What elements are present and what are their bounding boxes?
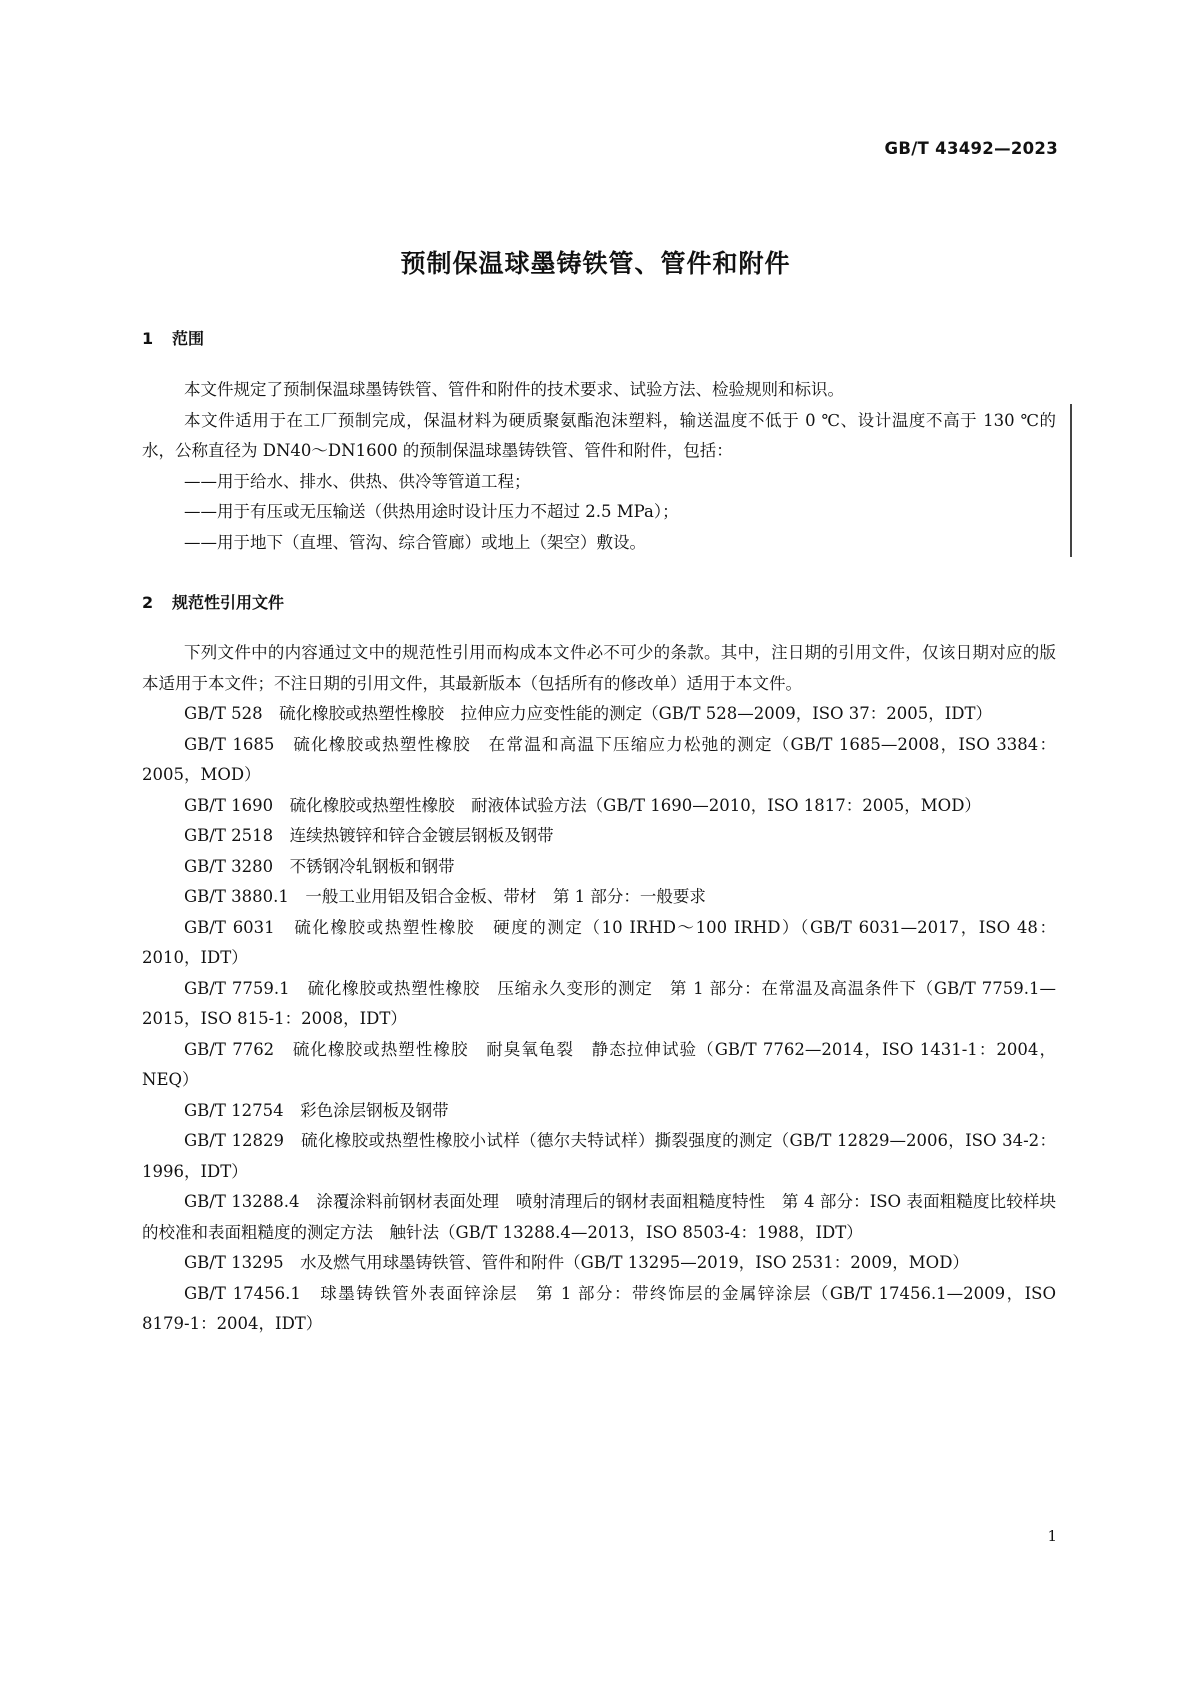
scope-paragraph-1: 本文件规定了预制保温球墨铸铁管、管件和附件的技术要求、试验方法、检验规则和标识。 [184, 380, 844, 399]
reference-item: GB/T 1685 硫化橡胶或热塑性橡胶 在常温和高温下压缩应力松弛的测定（GB/T 1685—2008，ISO 3384：2005，MOD） [142, 734, 1056, 784]
reference-item: GB/T 7759.1 硫化橡胶或热塑性橡胶 压缩永久变形的测定 第 1 部分：在常温及高温条件下（GB/T 7759.1—2015，ISO 815-1：2008，IDT） [142, 978, 1056, 1028]
reference-item: GB/T 6031 硫化橡胶或热塑性橡胶 硬度的测定（10 IRHD～100 IRHD）（GB/T 6031—2017，ISO 48：2010，IDT） [142, 917, 1056, 967]
reference-item: GB/T 1690 硫化橡胶或热塑性橡胶 耐液体试验方法（GB/T 1690—2010，ISO 1817：2005，MOD） [184, 795, 981, 815]
normative-references-intro: 下列文件中的内容通过文中的规范性引用而构成本文件必不可少的条款。其中，注日期的引用文件，仅该日期对应的版本适用于本文件；不注日期的引用文件，其最新版本（包括所有的修改单）适用于本文件。 [142, 643, 1056, 693]
page-number: 1 [1047, 1527, 1057, 1545]
reference-item: GB/T 3280 不锈钢冷轧钢板和钢带 [184, 856, 455, 876]
scope-bullet-3: ——用于地下（直埋、管沟、综合管廊）或地上（架空）敷设。 [184, 532, 646, 552]
standard-code: GB/T 43492—2023 [884, 139, 1058, 158]
revision-change-bar [1070, 404, 1072, 557]
reference-item: GB/T 13295 水及燃气用球墨铸铁管、管件和附件（GB/T 13295—2019，ISO 2531：2009，MOD） [184, 1253, 969, 1272]
reference-item: GB/T 528 硫化橡胶或热塑性橡胶 拉伸应力应变性能的测定（GB/T 528—2009，ISO 37：2005，IDT） [184, 704, 993, 723]
section-1-body [142, 375, 1056, 558]
reference-item: GB/T 13288.4 涂覆涂料前钢材表面处理 喷射清理后的钢材表面粗糙度特性 第 4 部分：ISO 表面粗糙度比较样块的校准和表面粗糙度的测定方法 触针法（GB/T 13288.4—2013，ISO 8503-4：1988，IDT） [142, 1192, 1056, 1242]
scope-paragraph-2: 本文件适用于在工厂预制完成，保温材料为硬质聚氨酯泡沫塑料，输送温度不低于 0 ℃、设计温度不高于 130 ℃的水，公称直径为 DN40～DN1600 的预制保温球墨铸铁管、管件和附件，包括： [142, 410, 1056, 460]
section-2-title: 规范性引用文件 [172, 593, 285, 612]
reference-item: GB/T 2518 连续热镀锌和锌合金镀层钢板及钢带 [184, 826, 554, 845]
section-1-number: 1 [142, 329, 154, 348]
reference-item: GB/T 12829 硫化橡胶或热塑性橡胶小试样（德尔夫特试样）撕裂强度的测定（GB/T 12829—2006，ISO 34-2：1996，IDT） [142, 1131, 1056, 1181]
scope-bullet-1: ——用于给水、排水、供热、供冷等管道工程； [184, 471, 531, 491]
section-1-title: 范围 [172, 329, 205, 348]
section-1-heading [142, 326, 204, 349]
document-title: 预制保温球墨铸铁管、管件和附件 [400, 249, 791, 278]
section-2-body [142, 638, 1056, 1340]
reference-item: GB/T 12754 彩色涂层钢板及钢带 [184, 1100, 449, 1120]
section-2-number: 2 [142, 593, 154, 612]
reference-item: GB/T 17456.1 球墨铸铁管外表面锌涂层 第 1 部分：带终饰层的金属锌涂层（GB/T 17456.1—2009，ISO 8179-1：2004，IDT） [142, 1283, 1056, 1333]
reference-item: GB/T 3880.1 一般工业用铝及铝合金板、带材 第 1 部分：一般要求 [184, 887, 706, 906]
scope-bullet-2: ——用于有压或无压输送（供热用途时设计压力不超过 2.5 MPa）； [184, 502, 679, 521]
reference-item: GB/T 7762 硫化橡胶或热塑性橡胶 耐臭氧龟裂 静态拉伸试验（GB/T 7762—2014，ISO 1431-1：2004，NEQ） [142, 1039, 1056, 1089]
section-2-heading [142, 590, 284, 613]
